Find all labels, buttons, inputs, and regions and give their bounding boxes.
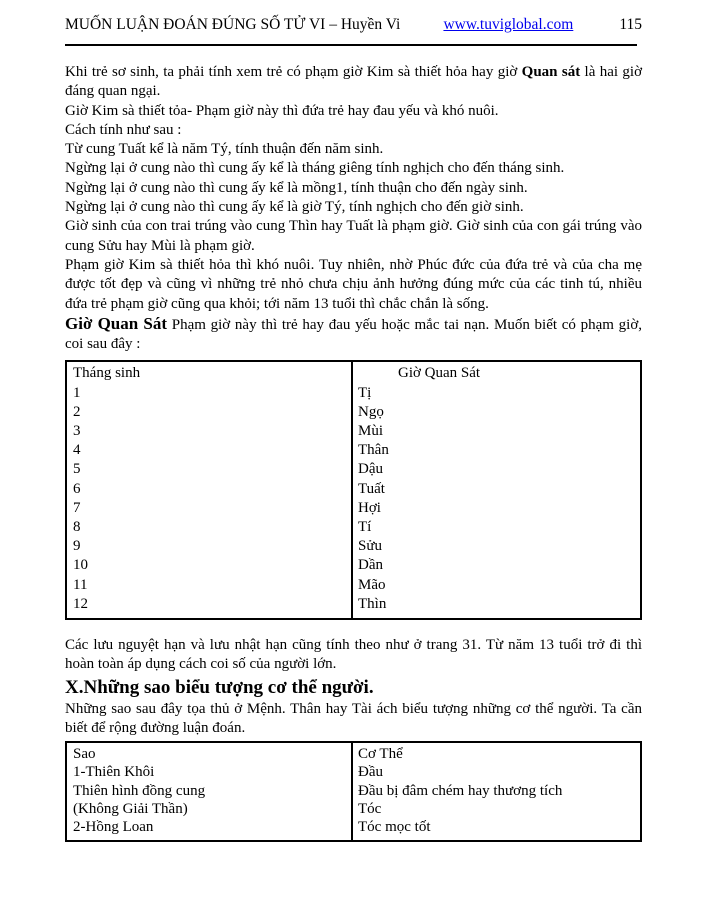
paragraph-cach-tinh: Cách tính như sau : xyxy=(65,121,182,138)
hour-cell: Thìn xyxy=(358,595,387,612)
quan-sat-table-month-column xyxy=(67,362,353,618)
month-cell: 4 xyxy=(73,442,81,459)
month-column-header: Tháng sinh xyxy=(73,365,141,382)
star-cell: 2-Hồng Loan xyxy=(73,819,154,836)
body-cell: Đầu xyxy=(358,764,383,781)
hour-cell: Tuất xyxy=(358,480,385,497)
paragraph-rule-1: Từ cung Tuất kể là năm Tý, tính thuận đến năm sinh. xyxy=(65,141,384,158)
paragraph-pham-gio: Phạm giờ Kim sà thiết hỏa thì khó nuôi. Tuy nhiên, nhờ Phúc đức của đứa trẻ và của cha mẹ được tốt đẹp và cũng vì những trẻ nhỏ chưa chịu ảnh hưởng đúng mức của các tinh tú, nhiều đứa trẻ phạm giờ cũng qua khỏi; tới năm 13 tuổi thì chắc chắn là sống. xyxy=(65,256,642,312)
body-cell: Tóc mọc tốt xyxy=(358,819,431,836)
month-cell: 9 xyxy=(73,538,81,555)
page-header xyxy=(65,16,642,34)
hour-cell: Tị xyxy=(358,384,372,401)
body-column-header: Cơ Thể xyxy=(358,746,403,763)
body-parts-table-body-column xyxy=(353,743,640,840)
document-body xyxy=(65,63,642,842)
paragraph-intro xyxy=(65,63,642,102)
hour-cell: Mùi xyxy=(358,423,384,440)
quan-sat-table-hour-column xyxy=(353,362,640,618)
hour-cell: Dần xyxy=(358,557,383,574)
month-cell: 3 xyxy=(73,423,81,440)
body-cell: Đầu bị đâm chém hay thương tích xyxy=(358,782,563,799)
star-cell: (Không Giải Thần) xyxy=(73,800,188,817)
month-cell: 5 xyxy=(73,461,81,478)
month-cell: 10 xyxy=(73,557,88,574)
month-cell: 12 xyxy=(73,595,88,612)
paragraph-intro-bold: Quan sát xyxy=(521,64,581,80)
website-link[interactable]: www.tuviglobal.com xyxy=(443,16,574,33)
star-cell: 1-Thiên Khôi xyxy=(73,764,155,781)
hour-cell: Thân xyxy=(358,442,389,459)
quan-sat-table xyxy=(65,360,642,620)
paragraph-rule-3: Ngừng lại ở cung nào thì cung ấy kể là mồng1, tính thuận cho đến ngày sinh. xyxy=(65,179,528,196)
month-cell: 1 xyxy=(73,384,81,401)
body-parts-table xyxy=(65,741,642,842)
body-parts-table-star-column xyxy=(67,743,353,840)
paragraph-section-intro: Những sao sau đây tọa thủ ở Mệnh. Thân hay Tài ách biểu tượng những cơ thể người. Ta cần biết để rộng đường luận đoán. xyxy=(65,700,642,736)
gio-quan-sat-lead: Giờ Quan Sát xyxy=(65,313,168,333)
hour-cell: Mão xyxy=(358,576,386,593)
page-number: 115 xyxy=(619,16,642,33)
month-cell: 2 xyxy=(73,403,81,420)
paragraph-intro-text-end: là hai giờ đáng quan ngại. xyxy=(65,64,643,100)
month-cell: 8 xyxy=(73,519,81,536)
hour-column-header: Giờ Quan Sát xyxy=(398,365,481,382)
hour-cell: Tí xyxy=(358,519,372,536)
header-divider xyxy=(65,44,637,46)
paragraph-kim-sa: Giờ Kim sà thiết tỏa- Phạm giờ này thì đứa trẻ hay đau yếu và khó nuôi. xyxy=(65,102,499,119)
paragraph-luu-nguyet-han: Các lưu nguyệt hạn và lưu nhật hạn cũng tính theo như ở trang 31. Từ năm 13 tuổi trở đi thì hoàn toàn áp dụng cách coi số của người lớn. xyxy=(65,637,642,673)
star-cell: Thiên hình đồng cung xyxy=(73,782,206,799)
month-cell: 7 xyxy=(73,499,81,516)
page-title: MUỐN LUẬN ĐOÁN ĐÚNG SỐ TỬ VI – Huyền Vi xyxy=(65,16,401,33)
paragraph-rule-4: Ngừng lại ở cung nào thì cung ấy kể là giờ Tý, tính nghịch cho đến giờ sinh. xyxy=(65,199,524,216)
hour-cell: Sửu xyxy=(358,538,382,555)
body-cell: Tóc xyxy=(358,800,382,817)
hour-cell: Ngọ xyxy=(358,403,384,420)
month-cell: 11 xyxy=(73,576,88,593)
paragraph-gio-sinh: Giờ sinh của con trai trúng vào cung Thìn hay Tuất là phạm giờ. Giờ sinh của con gái trúng vào cung Sửu hay Mùi là phạm giờ. xyxy=(65,218,642,254)
section-heading: X.Những sao biểu tượng cơ thể người. xyxy=(65,676,374,698)
month-cell: 6 xyxy=(73,480,81,497)
paragraph-intro-text: Khi trẻ sơ sinh, ta phải tính xem trẻ có phạm giờ Kim sà thiết hỏa hay giờ xyxy=(65,64,522,80)
paragraph-gio-quan-sat xyxy=(65,314,642,355)
hour-cell: Hợi xyxy=(358,499,381,516)
paragraph-rule-2: Ngừng lại ở cung nào thì cung ấy kể là tháng giêng tính nghịch cho đến tháng sinh. xyxy=(65,160,565,177)
hour-cell: Dậu xyxy=(358,461,383,478)
star-column-header: Sao xyxy=(73,746,96,763)
gio-quan-sat-text: Phạm giờ này thì trẻ hay đau yếu hoặc mắc tai nạn. Muốn biết có phạm giờ, coi sau đây : xyxy=(65,316,642,353)
